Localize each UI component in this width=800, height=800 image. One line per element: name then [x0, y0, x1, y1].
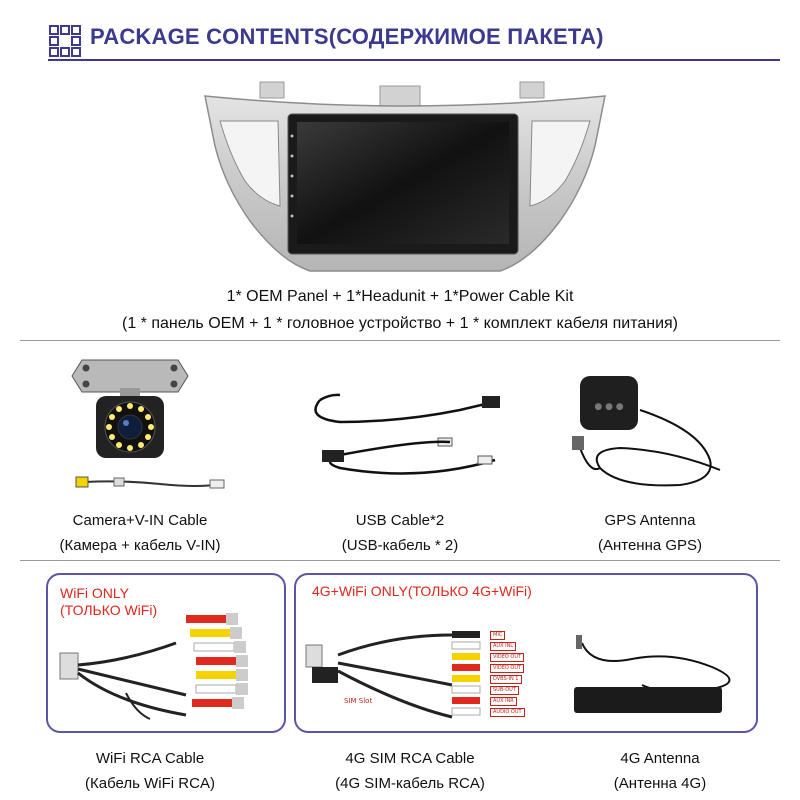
- section-divider-lower: [20, 560, 780, 561]
- wifi-only-box: [46, 573, 286, 733]
- 4g-antenna-image: [562, 627, 748, 727]
- connector-tag: DVBS-IN 1: [490, 675, 522, 684]
- head-unit-image: [200, 76, 610, 276]
- connector-tag: AUDIO OUT: [490, 708, 525, 717]
- wifi-rca-cable-image: [56, 603, 278, 727]
- connector-tag: AUX INL: [490, 642, 516, 651]
- usb-caption-line1: USB Cable*2: [355, 512, 445, 529]
- 4g-sim-rca-caption-line1: 4G SIM RCA Cable: [345, 750, 475, 767]
- header-divider: [48, 59, 780, 61]
- gps-antenna-image: [560, 370, 740, 500]
- 4g-antenna-caption-line2: (Антенна 4G): [613, 775, 707, 792]
- 4g-wifi-box: [294, 573, 758, 733]
- wifi-rca-caption-line2: (Кабель WiFi RCA): [85, 775, 215, 792]
- connector-tag: MIC: [490, 631, 505, 640]
- usb-caption-line2: (USB-кабель * 2): [341, 537, 459, 554]
- sim-slot-label: SIM Slot: [344, 697, 373, 705]
- svg-text:● ● ●: ● ● ●: [594, 402, 624, 412]
- gps-caption-line2: (Антенна GPS): [597, 537, 703, 554]
- gps-caption-line1: GPS Antenna: [604, 512, 696, 529]
- page-title: PACKAGE CONTENTS(СОДЕРЖИМОЕ ПАКЕТА): [90, 24, 604, 49]
- grid-icon: [48, 24, 82, 58]
- usb-caption: [280, 508, 520, 558]
- 4g-antenna-caption: [540, 746, 780, 796]
- 4g-wifi-label: 4G+WiFi ONLY(ТОЛЬКО 4G+WiFi): [312, 583, 532, 599]
- connector-tag: SUB-OUT: [490, 686, 519, 695]
- usb-cable-image: [300, 380, 510, 490]
- gps-caption: [530, 508, 770, 558]
- 4g-antenna-caption-line1: 4G Antenna: [620, 750, 700, 767]
- wifi-rca-caption: [30, 746, 270, 796]
- main-item-line2: (1 * панель OEM + 1 * головное устройство + 1 * комплект кабеля питания): [121, 315, 678, 332]
- camera-image: [60, 352, 250, 500]
- camera-caption: [20, 508, 260, 558]
- wifi-only-label-line1: WiFi ONLY: [60, 585, 129, 601]
- connector-tag: AUX INR: [490, 697, 517, 706]
- 4g-sim-rca-caption-line2: (4G SIM-кабель RCA): [335, 775, 485, 792]
- main-item-caption: [0, 283, 800, 337]
- connector-tag: VIDEO OUT: [490, 664, 524, 673]
- wifi-only-label-line2: (ТОЛЬКО WiFi): [60, 602, 158, 618]
- camera-caption-line2: (Камера + кабель V-IN): [59, 537, 221, 554]
- camera-caption-line1: Camera+V-IN Cable: [72, 512, 208, 529]
- connector-tag: VIDEO OUT: [490, 653, 524, 662]
- section-divider: [20, 340, 780, 341]
- 4g-sim-rca-caption: [290, 746, 530, 796]
- main-item-line1: 1* OEM Panel + 1*Headunit + 1*Power Cable Kit: [226, 288, 574, 305]
- wifi-rca-caption-line1: WiFi RCA Cable: [95, 750, 205, 767]
